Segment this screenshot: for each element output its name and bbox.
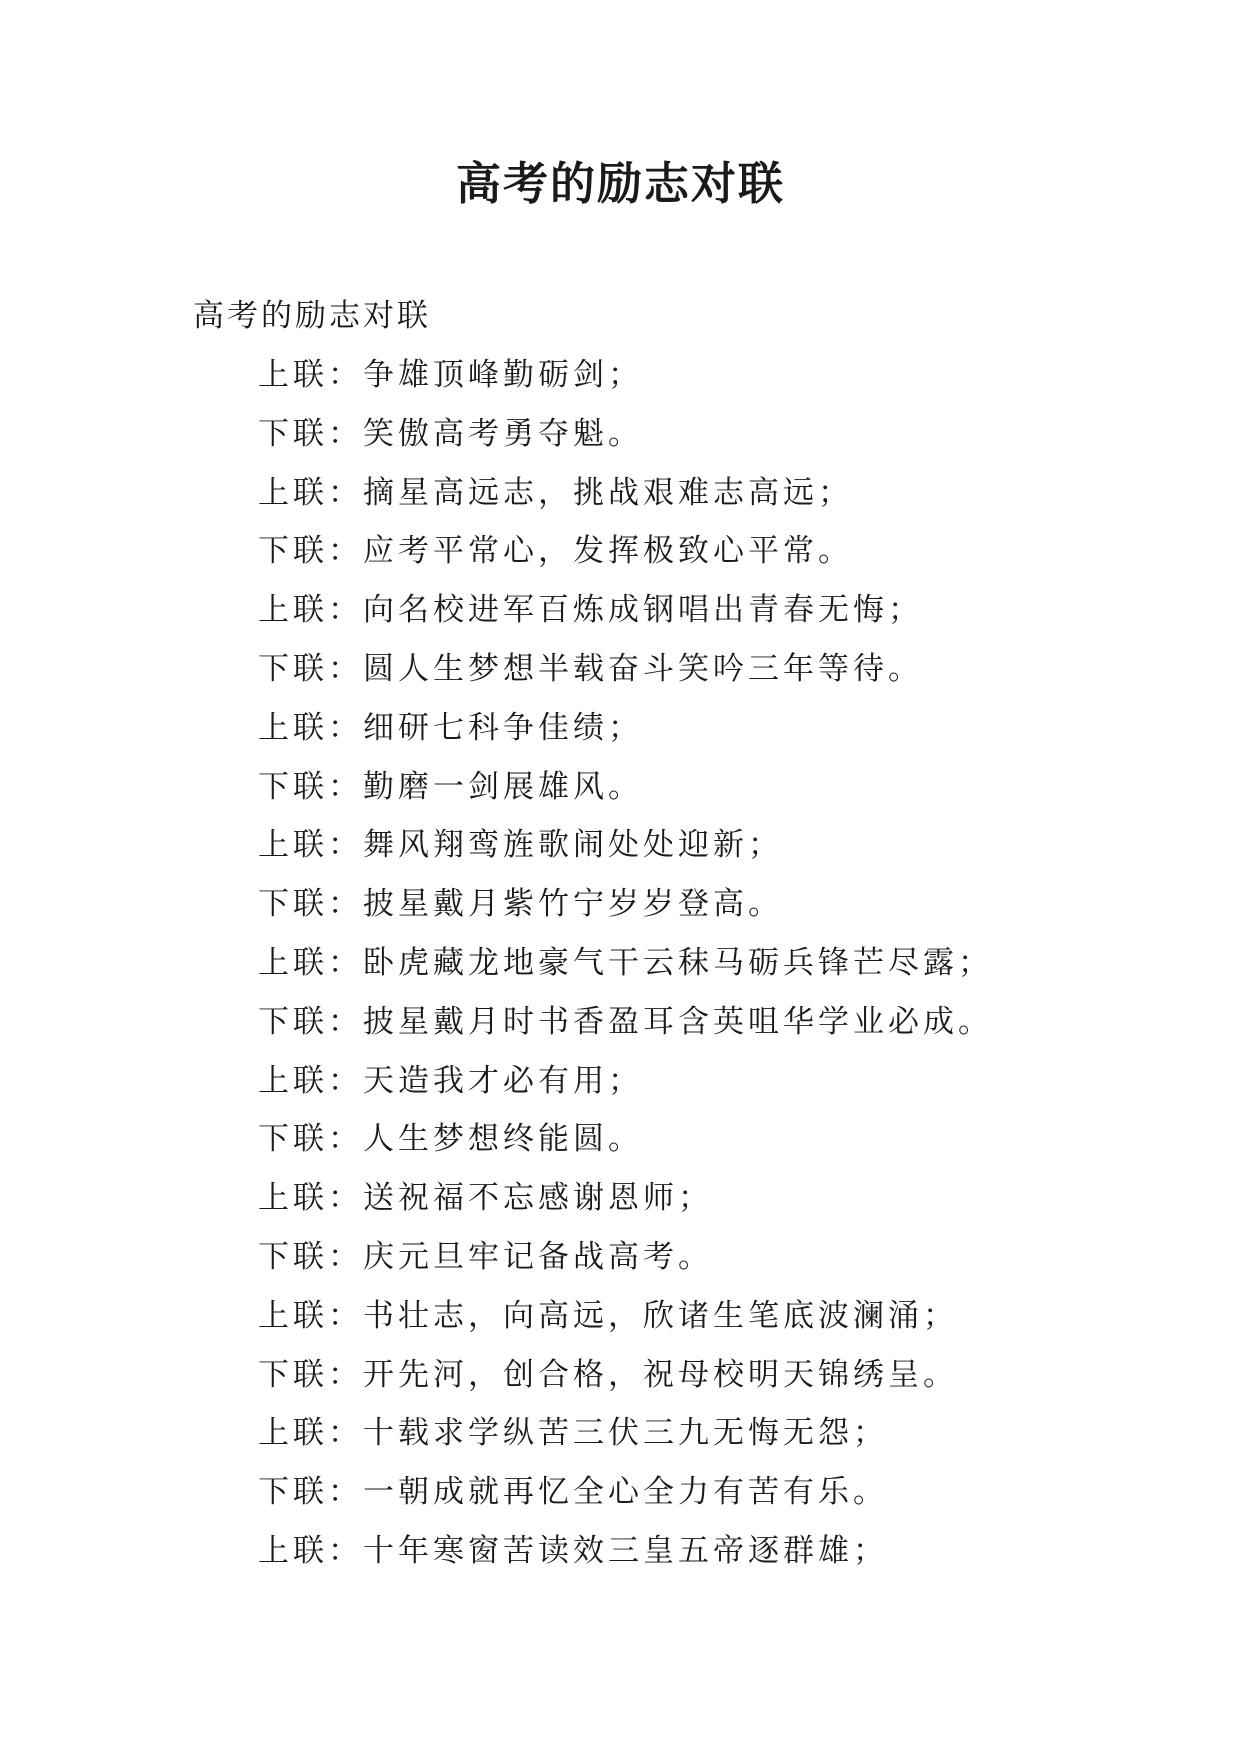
couplet-line: [258, 585, 993, 644]
intro-line: 高考的励志对联: [193, 298, 431, 334]
couplet-separator: ：: [328, 886, 363, 923]
couplet-label: 上联: [258, 592, 328, 629]
couplet-text: 十载求学纵苦三伏三九无悔无怨；: [363, 1415, 888, 1452]
couplet-line: [258, 1526, 993, 1585]
couplet-separator: ：: [328, 592, 363, 629]
couplet-separator: ：: [328, 1121, 363, 1158]
couplet-label: 上联: [258, 1415, 328, 1452]
couplet-line: [258, 1232, 993, 1291]
couplet-line: [258, 820, 993, 879]
couplet-text: 细研七科争佳绩；: [363, 709, 643, 746]
couplet-line: [258, 1291, 993, 1350]
couplet-label: 下联: [258, 768, 328, 805]
couplet-line: [258, 350, 993, 409]
couplet-line: [258, 1173, 993, 1232]
couplet-label: 上联: [258, 1062, 328, 1099]
couplet-label: 下联: [258, 1356, 328, 1393]
couplet-line: [258, 938, 993, 997]
couplet-separator: ：: [328, 709, 363, 746]
couplet-text: 笑傲高考勇夺魁。: [363, 415, 643, 452]
couplet-separator: ：: [328, 415, 363, 452]
couplet-text: 应考平常心，发挥极致心平常。: [363, 533, 853, 570]
couplet-text: 卧虎藏龙地豪气干云秣马砺兵锋芒尽露；: [363, 944, 993, 981]
couplet-text: 向名校进军百炼成钢唱出青春无悔；: [363, 592, 923, 629]
couplet-label: 上联: [258, 709, 328, 746]
couplet-line: [258, 644, 993, 703]
document-title: 高考的励志对联: [455, 157, 785, 210]
couplet-text: 摘星高远志，挑战艰难志高远；: [363, 474, 853, 511]
couplet-label: 下联: [258, 886, 328, 923]
couplet-text: 圆人生梦想半载奋斗笑吟三年等待。: [363, 650, 923, 687]
couplet-line: [258, 1467, 993, 1526]
couplet-label: 上联: [258, 1532, 328, 1569]
couplet-separator: ：: [328, 1003, 363, 1040]
couplet-text: 送祝福不忘感谢恩师；: [363, 1180, 713, 1217]
couplet-text: 争雄顶峰勤砺剑；: [363, 357, 643, 393]
couplet-separator: ：: [328, 1532, 363, 1569]
couplet-text: 一朝成就再忆全心全力有苦有乐。: [363, 1474, 888, 1511]
couplet-text: 十年寒窗苦读效三皇五帝逐群雄；: [363, 1532, 888, 1569]
couplet-separator: ：: [328, 650, 363, 687]
couplet-line: [258, 703, 993, 762]
couplet-separator: ：: [328, 1474, 363, 1511]
couplet-separator: ：: [328, 944, 363, 981]
couplet-text: 书壮志，向高远，欣诸生笔底波澜涌；: [363, 1297, 958, 1334]
couplet-line: [258, 1114, 993, 1173]
couplet-text: 开先河，创合格，祝母校明天锦绣呈。: [363, 1356, 958, 1393]
couplet-line: [258, 879, 993, 938]
couplet-separator: ：: [328, 1356, 363, 1393]
couplet-separator: ：: [328, 1062, 363, 1099]
couplet-separator: ：: [328, 1238, 363, 1275]
couplet-label: 下联: [258, 1474, 328, 1511]
couplet-separator: ：: [328, 474, 363, 511]
couplet-line: [258, 1056, 993, 1115]
couplet-text: 人生梦想终能圆。: [363, 1121, 643, 1158]
couplet-text: 披星戴月紫竹宁岁岁登高。: [363, 886, 783, 923]
couplet-label: 上联: [258, 1297, 328, 1334]
couplet-separator: ：: [328, 768, 363, 805]
couplet-separator: ：: [328, 533, 363, 570]
couplet-text: 天造我才必有用；: [363, 1062, 643, 1099]
couplet-label: 上联: [258, 827, 328, 864]
couplet-label: 下联: [258, 1238, 328, 1275]
couplet-label: 上联: [258, 474, 328, 511]
couplet-label: 下联: [258, 1121, 328, 1158]
couplet-line: [258, 526, 993, 585]
couplet-line: [258, 1350, 993, 1409]
couplet-text: 庆元旦牢记备战高考。: [363, 1238, 713, 1275]
couplet-label: 上联: [258, 1180, 328, 1217]
couplet-line: [258, 997, 993, 1056]
couplet-separator: ：: [328, 827, 363, 864]
couplet-label: 下联: [258, 415, 328, 452]
couplet-line: [258, 762, 993, 821]
couplet-text: 舞风翔鸾旌歌闹处处迎新；: [363, 827, 783, 864]
couplet-separator: ：: [328, 1415, 363, 1452]
couplet-label: 上联: [258, 944, 328, 981]
couplet-label: 上联: [258, 357, 328, 393]
couplet-list: [258, 350, 993, 1585]
couplet-separator: ：: [328, 1180, 363, 1217]
couplet-line: [258, 1408, 993, 1467]
couplet-line: [258, 468, 993, 527]
couplet-label: 下联: [258, 1003, 328, 1040]
couplet-separator: ：: [328, 1297, 363, 1334]
couplet-separator: ：: [328, 357, 363, 393]
couplet-label: 下联: [258, 533, 328, 570]
couplet-text: 勤磨一剑展雄风。: [363, 768, 643, 805]
couplet-line: [258, 409, 993, 468]
couplet-text: 披星戴月时书香盈耳含英咀华学业必成。: [363, 1003, 993, 1040]
couplet-label: 下联: [258, 650, 328, 687]
